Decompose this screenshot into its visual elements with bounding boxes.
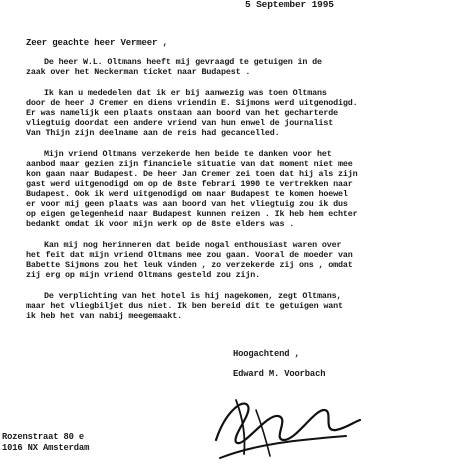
paragraph-5-line-3: ik heb het van nabij meegemaakt. xyxy=(26,311,183,321)
paragraph-4-line-2: het feit dat mijn vriend Oltmans mee zou gaan. Vooral de moeder van xyxy=(26,250,353,260)
sender-name: Edward M. Voorbach xyxy=(233,369,326,379)
paragraph-2-line-3: Er was namelijk een plaats onstaan aan boord van het gecharterde xyxy=(26,108,339,118)
paragraph-4-line-1: Kan mij nog herinneren dat beide nogal enthousiast waren over xyxy=(44,240,342,250)
paragraph-2-line-5: Van Thijn zijn deelname aan de reis had gecancelled. xyxy=(26,128,280,138)
paragraph-1-line-1: De heer W.L. Oltmans heeft mij gevraagd te getuigen in de xyxy=(44,57,322,67)
paragraph-3-line-5: Budapest. Ook ik werd uitgenodigd om naar Budapest te komen hoewel xyxy=(26,189,348,199)
paragraph-3-line-8: bedankt omdat ik voor mijn werk op de 8ste elders was . xyxy=(26,219,295,229)
paragraph-3-line-6: er voor mij geen plaats was aan boord van het vliegtuig zou ik dus xyxy=(26,199,348,209)
letter-date: 5 September 1995 xyxy=(245,0,334,10)
paragraph-3-line-7: op eigen gelegenheid naar Budapest kunnen reizen . Ik heb hem echter xyxy=(26,209,358,219)
paragraph-4-line-3: Babette Sijmons zou het leuk vinden , zo verzekerde zij ons , omdat xyxy=(26,260,353,270)
address-line-1: Rozenstraat 80 e xyxy=(2,432,85,442)
paragraph-3-line-2: aanbod maar gezien zijn financiele situatie van dat moment niet mee xyxy=(26,159,353,169)
paragraph-2-line-2: door de heer J Cremer en diens vriendin E. Sijmons werd uitgenodigd. xyxy=(26,98,358,108)
salutation: Zeer geachte heer Vermeer , xyxy=(26,38,168,48)
paragraph-3-line-3: kon gaan naar Budapest. De heer Jan Cremer zei toen dat hij als zijn xyxy=(26,169,358,179)
paragraph-2-line-4: vliegtuig doordat een andere vriend van hun enwel de journalist xyxy=(26,118,334,128)
signature-image xyxy=(196,370,366,465)
paragraph-4-line-4: zij erg op mijn vriend Oltmans gesteld zou zijn. xyxy=(26,270,261,280)
paragraph-1-line-2: zaak over het Neckerman ticket naar Budapest . xyxy=(26,67,251,77)
address-line-2: 1016 NX Amsterdam xyxy=(2,443,90,453)
closing: Hoogachtend , xyxy=(233,349,300,359)
paragraph-5-line-2: maar het vliegbiljet dus niet. Ik ben bereid dit te getuigen want xyxy=(26,301,343,311)
paragraph-2-line-1: Ik kan u mededelen dat ik er bij aanwezig was toen Oltmans xyxy=(44,88,327,98)
paragraph-3-line-4: gast werd uitgenodigd om op de 8ste febrari 1990 te vertrekken naar xyxy=(26,179,353,189)
paragraph-3-line-1: Mijn vriend Oltmans verzekerde hen beide te danken voor het xyxy=(44,149,332,159)
paragraph-5-line-1: De verplichting van het hotel is hij nagekomen, zegt Oltmans, xyxy=(44,291,342,301)
